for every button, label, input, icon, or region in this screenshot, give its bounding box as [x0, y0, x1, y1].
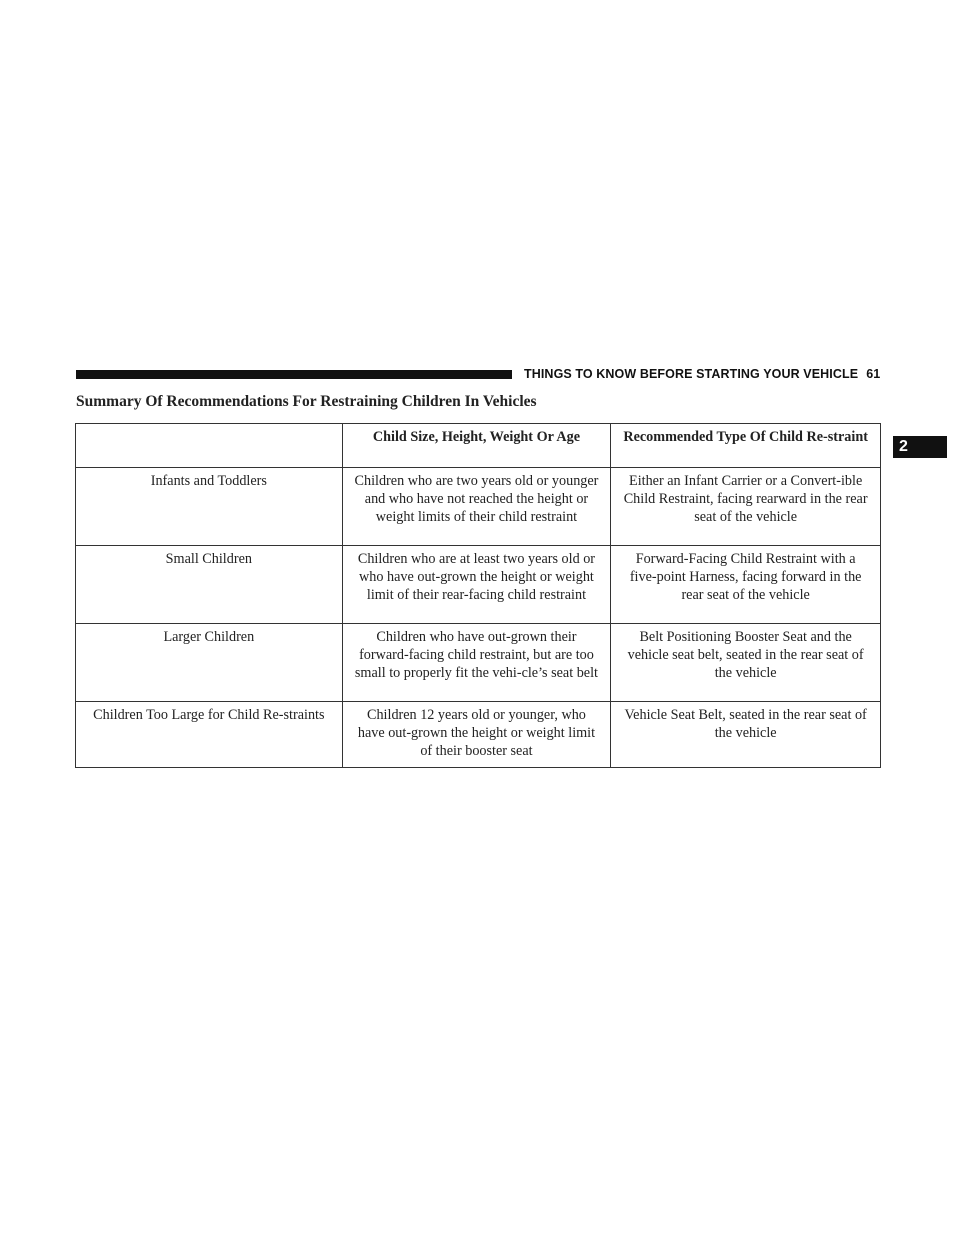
- table-row: [76, 546, 881, 624]
- section-title: Summary Of Recommendations For Restraining Children In Vehicles: [76, 393, 537, 410]
- header-cell-recommendation: Recommended Type Of Child Re-straint: [611, 424, 881, 468]
- page-number: 61: [866, 367, 881, 381]
- row-recommendation: Forward-Facing Child Restraint with a five-point Harness, facing forward in the rear seat of the vehicle: [611, 546, 881, 624]
- row-category: Larger Children: [76, 624, 343, 702]
- table-row: [76, 702, 881, 768]
- row-recommendation: Either an Infant Carrier or a Convert-ible Child Restraint, facing rearward in the rear seat of the vehicle: [611, 468, 881, 546]
- running-title: THINGS TO KNOW BEFORE STARTING YOUR VEHICLE: [524, 367, 859, 381]
- header-cell-size: Child Size, Height, Weight Or Age: [342, 424, 611, 468]
- row-recommendation: Belt Positioning Booster Seat and the vehicle seat belt, seated in the rear seat of the vehicle: [611, 624, 881, 702]
- chapter-tab: 2: [893, 436, 947, 458]
- row-size: Children 12 years old or younger, who have out-grown the height or weight limit of their booster seat: [342, 702, 611, 768]
- row-category: Small Children: [76, 546, 343, 624]
- header-rule: [76, 370, 512, 379]
- table-row: [76, 624, 881, 702]
- row-size: Children who are at least two years old or who have out-grown the height or weight limit of their rear-facing child restraint: [342, 546, 611, 624]
- table-row: [76, 468, 881, 546]
- row-size: Children who are two years old or younger and who have not reached the height or weight limits of their child restraint: [342, 468, 611, 546]
- child-restraint-summary-table: [75, 423, 881, 768]
- row-category: Children Too Large for Child Re-straints: [76, 702, 343, 768]
- row-size: Children who have out-grown their forward-facing child restraint, but are too small to properly fit the vehi-cle’s seat belt: [342, 624, 611, 702]
- header-cell-blank: [76, 424, 343, 468]
- row-category: Infants and Toddlers: [76, 468, 343, 546]
- running-header: [524, 366, 880, 382]
- table-header-row: [76, 424, 881, 468]
- row-recommendation: Vehicle Seat Belt, seated in the rear seat of the vehicle: [611, 702, 881, 768]
